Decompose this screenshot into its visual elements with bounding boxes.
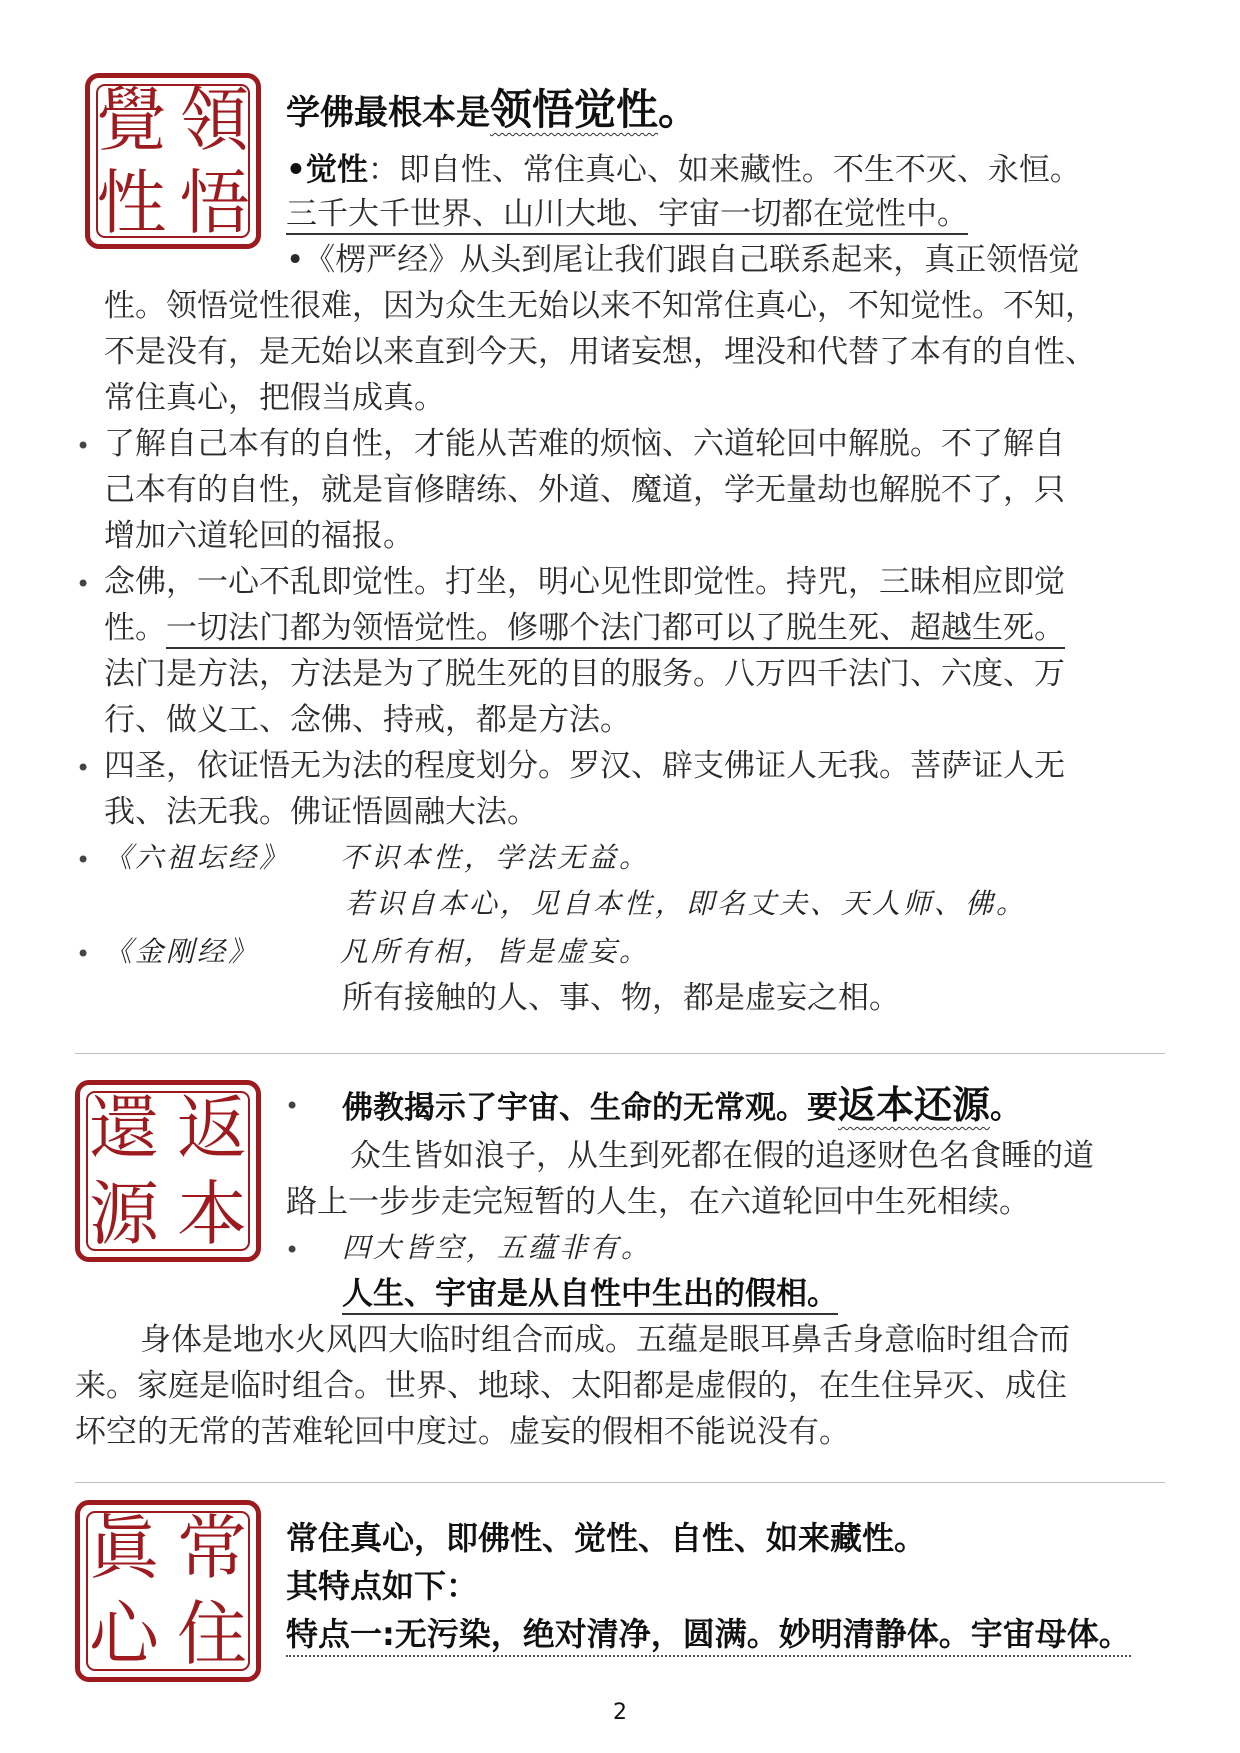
page-number: 2	[613, 1700, 627, 1725]
seal-fanben-huanyuan	[75, 1080, 261, 1262]
paragraph-line: 常住真心，把假当成真。	[104, 380, 445, 416]
section2-heading: 佛教揭示了宇宙、生命的无常观。要返本还源。	[342, 1083, 1022, 1127]
bullet-dot: •	[76, 570, 91, 598]
paragraph-line: 不是没有，是无始以来直到今天，用诸妄想，埋没和代替了本有的自性、	[104, 334, 1096, 370]
paragraph-line: 众生皆如浪子，从生到死都在假的追逐财色名食睡的道	[350, 1138, 1094, 1174]
paragraph-line: •《楞严经》从头到尾让我们跟自己联系起来，真正领悟觉	[286, 242, 1080, 278]
seal-lingwu-juexing	[85, 73, 261, 249]
bullet-dot: •	[76, 754, 91, 782]
heading-emphasis: 领悟觉性	[490, 85, 659, 134]
section-divider	[75, 1482, 1165, 1483]
bullet-line: 四圣，依证悟无为法的程度划分。罗汉、辟支佛证人无我。菩萨证人无	[104, 748, 1065, 784]
section3-line: 其特点如下：	[286, 1567, 479, 1605]
definition-label: •觉性	[286, 152, 368, 188]
bullet-dot: •	[76, 432, 91, 460]
quote-line: 所有接触的人、事、物，都是虚妄之相。	[342, 980, 900, 1016]
section3-line: 特点一:无污染，绝对清净，圆满。妙明清静体。宇宙母体。	[286, 1612, 1131, 1656]
bullet-line: 念佛，一心不乱即觉性。打坐，明心见性即觉性。持咒，三昧相应即觉	[104, 564, 1065, 600]
seal-char: 源	[89, 1173, 159, 1255]
bullet-line: 增加六道轮回的福报。	[104, 518, 414, 554]
seal-char: 還	[89, 1087, 159, 1169]
paragraph-line: 路上一步步走完短暂的人生，在六道轮回中生死相续。	[286, 1184, 1030, 1220]
seal-char: 領	[179, 78, 250, 161]
quote-source: 《金刚经》	[104, 935, 260, 968]
calligraphy-line: 四大皆空，五蕴非有。	[342, 1231, 653, 1264]
section-divider	[75, 1053, 1165, 1054]
seal-char: 性	[96, 161, 167, 244]
seal-char: 覺	[96, 78, 167, 161]
seal-char: 眞	[89, 1507, 159, 1589]
bullet-dot: •	[285, 1092, 300, 1120]
seal-char: 心	[89, 1593, 159, 1675]
bullet-line: 己本有的自性，就是盲修瞎练、外道、魔道，学无量劫也解脱不了，只	[104, 472, 1065, 508]
bold-statement: 人生、宇宙是从自性中生出的假相。	[342, 1272, 838, 1316]
paragraph-line: 来。家庭是临时组合。世界、地球、太阳都是虚假的，在生住异灭、成住	[75, 1368, 1067, 1404]
bullet-dot: •	[285, 1236, 300, 1264]
bullet-line: 法门是方法，方法是为了脱生死的目的服务。八万四千法门、六度、万	[104, 656, 1065, 692]
underlined-sentence: 一切法门都为领悟觉性。修哪个法门都可以了脱生死、超越生死。	[166, 610, 1065, 649]
definition-line: •觉性：即自性、常住真心、如来藏性。不生不灭、永恒。	[286, 152, 1081, 188]
bullet-line: 我、法无我。佛证悟圆融大法。	[104, 794, 538, 830]
definition-line-2: 三千大千世界、山川大地、宇宙一切都在觉性中。	[286, 192, 968, 236]
section3-line: 常住真心，即佛性、觉性、自性、如来藏性。	[286, 1519, 927, 1557]
quote-line: 凡所有相，皆是虚妄。	[340, 935, 651, 968]
seal-char: 住	[177, 1593, 247, 1675]
bullet-line: 性。一切法门都为领悟觉性。修哪个法门都可以了脱生死、超越生死。	[104, 606, 1065, 650]
paragraph-line: 身体是地水火风四大临时组合而成。五蕴是眼耳鼻舌身意临时组合而	[140, 1322, 1070, 1358]
heading-emphasis: 返本还源	[838, 1083, 991, 1127]
quote-line: 不识本性，学法无益。	[340, 841, 651, 874]
quote-line: 若识自本心，见自本性，即名丈夫、天人师、佛。	[345, 887, 1028, 920]
seal-char: 返	[177, 1087, 247, 1169]
quote-source: 《六祖坛经》	[104, 841, 291, 874]
seal-char: 常	[177, 1507, 247, 1589]
bullet-line: 行、做义工、念佛、持戒，都是方法。	[104, 702, 631, 738]
paragraph-line: 坏空的无常的苦难轮回中度过。虚妄的假相不能说没有。	[75, 1414, 850, 1450]
bullet-line: 了解自己本有的自性，才能从苦难的烦恼、六道轮回中解脱。不了解自	[104, 426, 1065, 462]
bullet-dot: •	[76, 846, 91, 874]
bullet-dot: •	[76, 940, 91, 968]
paragraph-line: 性。领悟觉性很难，因为众生无始以来不知常住真心，不知觉性。不知，	[104, 288, 1096, 324]
section1-heading: 学佛最根本是领悟觉性。	[286, 85, 701, 134]
seal-changzhu-zhenxin	[75, 1500, 261, 1682]
seal-char: 本	[177, 1173, 247, 1255]
seal-char: 悟	[179, 161, 250, 244]
